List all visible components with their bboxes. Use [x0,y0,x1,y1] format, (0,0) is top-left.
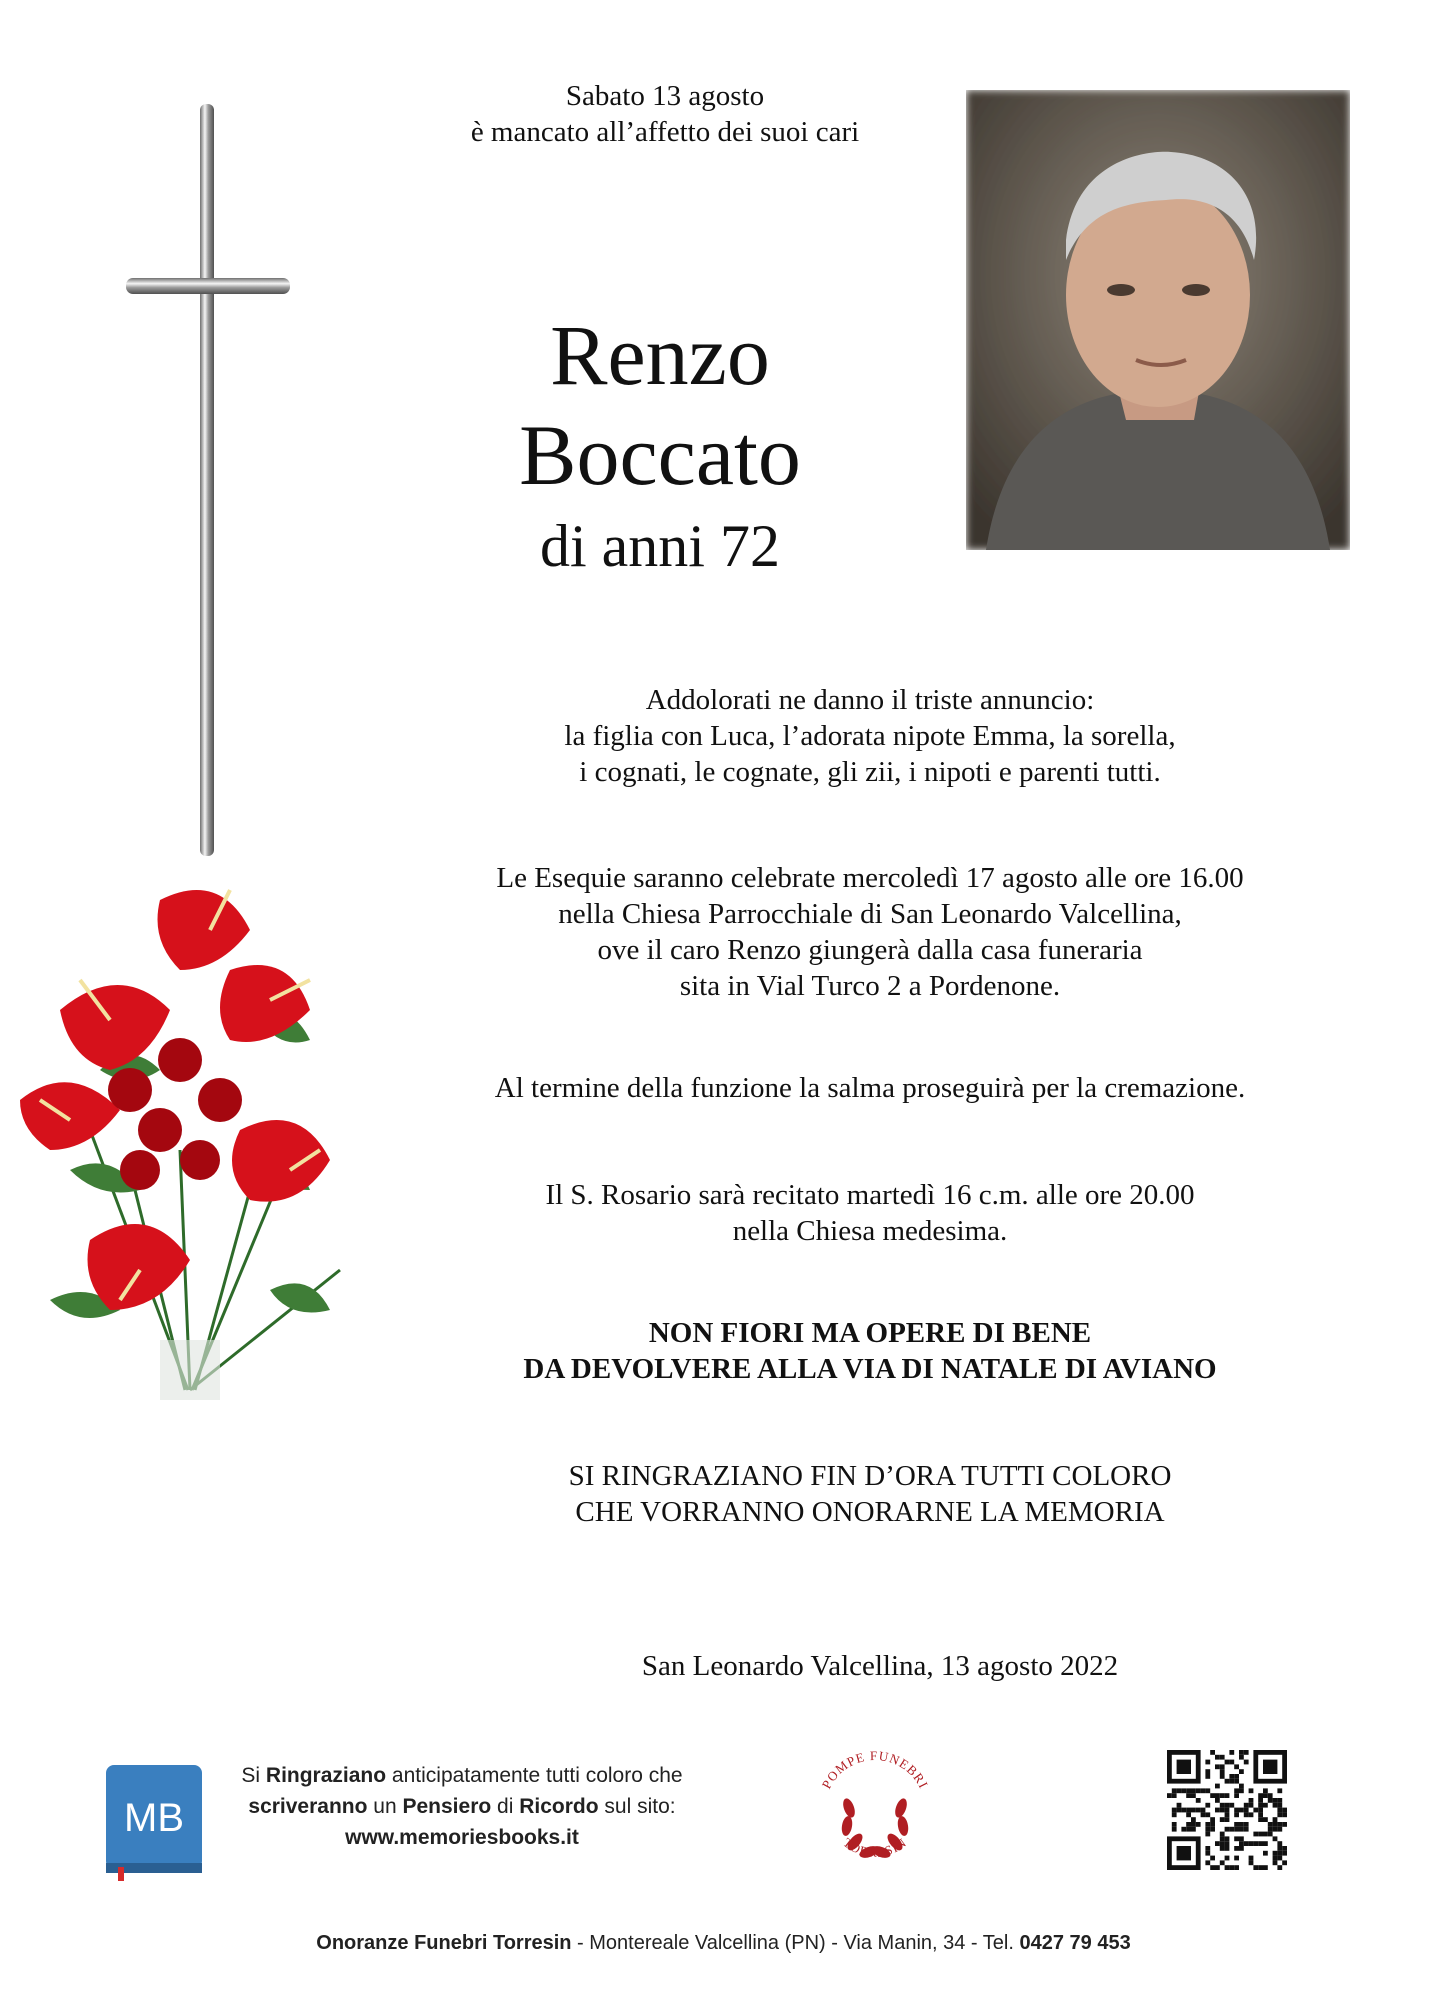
funeral-paragraph [410,860,1330,1004]
text-line: ove il caro Renzo giungerà dalla casa funeraria [597,934,1143,966]
invite-line-1: Si Ringraziano anticipatamente tutti coloro che [241,1764,683,1787]
announcement-header [380,78,950,150]
text-line: Le Esequie saranno celebrate mercoledì 17 agosto alle ore 16.00 [496,862,1244,894]
seal-bottom-text: TORRESIN [840,1834,910,1860]
text-line: nella Chiesa medesima. [732,1215,1008,1247]
text-line: Al termine della funzione la salma proseguirà per la cremazione. [494,1072,1246,1104]
rosary-paragraph [410,1177,1330,1249]
first-name: Renzo [550,307,770,403]
memoriesbooks-invite [212,1760,712,1853]
no-flowers-paragraph [410,1315,1330,1387]
text-line: Il S. Rosario sarà recitato martedì 16 c.m. alle ore 20.00 [545,1179,1195,1211]
qr-code-icon[interactable] [1167,1750,1287,1870]
text-line: sita in Vial Turco 2 a Pordenone. [679,970,1061,1002]
text-line: Addolorati ne danno il triste annuncio: [645,684,1095,716]
svg-text:POMPE FUNEBRI [819,1748,932,1791]
grieving-family-paragraph [410,682,1330,790]
place-date: San Leonardo Valcellina, 13 agosto 2022 [641,1650,1119,1682]
death-date-line: Sabato 13 agosto [565,80,765,112]
memoriesbooks-logo [104,1763,204,1883]
age-line: di anni 72 [540,513,780,579]
text-line: CHE VORRANNO ONORARNE LA MEMORIA [575,1496,1165,1528]
funeral-home-footer [0,1932,1447,1955]
memoriesbooks-link[interactable]: www.memoriesbooks.it [345,1826,579,1849]
text-line: SI RINGRAZIANO FIN D’ORA TUTTI COLORO [568,1460,1172,1492]
passed-away-line: è mancato all’affetto dei suoi cari [470,116,860,148]
thanks-paragraph [410,1458,1330,1530]
anthurium-bouquet-image [10,870,370,1400]
company-name: Onoranze Funebri Torresin [316,1932,572,1954]
deceased-photo [966,90,1350,550]
svg-text:TORRESIN [840,1835,909,1860]
logo-text: MB [124,1796,184,1840]
text-line: la figlia con Luca, l’adorata nipote Emma, la sorella, [564,720,1176,752]
deceased-name-block [420,305,900,583]
invite-line-2: scriveranno un Pensiero di Ricordo sul sito: [248,1795,676,1818]
pompe-funebri-torresin-seal [805,1738,945,1878]
text-line: NON FIORI MA OPERE DI BENE [648,1317,1092,1349]
cross-icon [118,100,298,860]
company-phone[interactable]: 0427 79 453 [1019,1932,1131,1954]
last-name: Boccato [519,407,801,503]
company-address: - Montereale Valcellina (PN) - Via Manin, 34 - Tel. [571,1932,1020,1954]
text-line: i cognati, le cognate, gli zii, i nipoti e parenti tutti. [579,756,1161,788]
cremation-paragraph [410,1070,1330,1106]
text-line: DA DEVOLVERE ALLA VIA DI NATALE DI AVIANO [523,1353,1217,1385]
seal-top-text: POMPE FUNEBRI [818,1747,932,1792]
text-line: nella Chiesa Parrocchiale di San Leonardo Valcellina, [558,898,1182,930]
